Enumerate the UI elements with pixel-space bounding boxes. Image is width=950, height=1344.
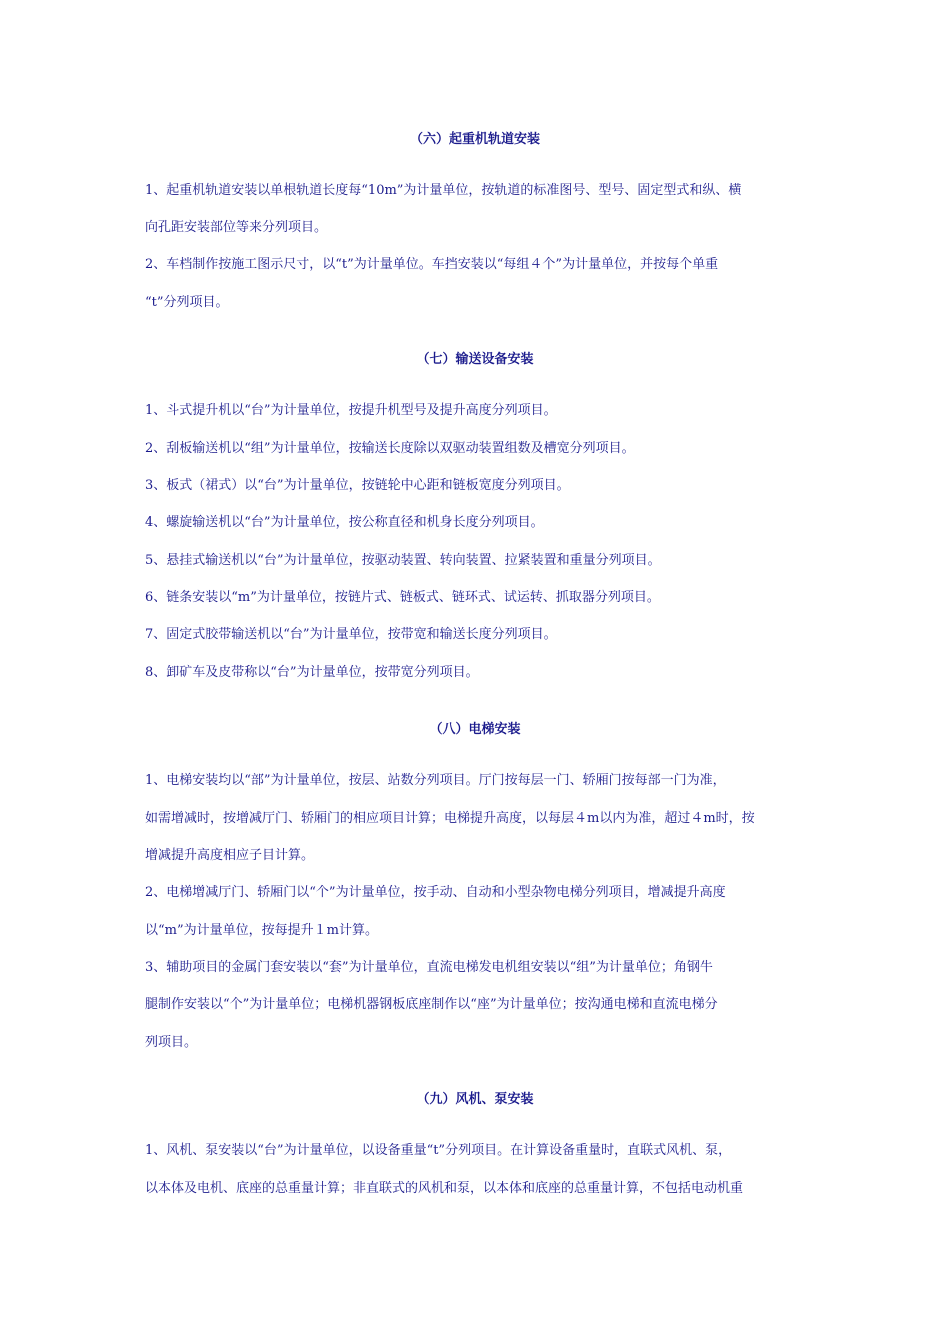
section-heading-8: （八）电梯安装 <box>429 722 521 737</box>
paragraph-line: 向孔距安装部位等来分列项目。 <box>145 220 328 235</box>
paragraph-line: 7、固定式胶带输送机以“台”为计量单位，按带宽和输送长度分列项目。 <box>145 627 557 642</box>
paragraph-line: 1、斗式提升机以“台”为计量单位，按提升机型号及提升高度分列项目。 <box>145 403 557 418</box>
paragraph-line: 3、辅助项目的金属门套安装以“套”为计量单位，直流电梯发电机组安装以“组”为计量单位；角钢牛 <box>145 960 713 975</box>
paragraph-line: 以“m”为计量单位，按每提升１m计算。 <box>145 923 378 938</box>
paragraph-line: 3、板式（裙式）以“台”为计量单位，按链轮中心距和链板宽度分列项目。 <box>145 478 570 493</box>
paragraph-line: “t”分列项目。 <box>145 295 229 310</box>
paragraph-line: 增减提升高度相应子目计算。 <box>145 848 315 863</box>
paragraph-line: 列项目。 <box>145 1035 198 1050</box>
paragraph-line: 2、车档制作按施工图示尺寸，以“t”为计量单位。车挡安装以“每组４个”为计量单位，并按每个单重 <box>145 257 719 272</box>
paragraph-line: 5、悬挂式输送机以“台”为计量单位，按驱动装置、转向装置、拉紧装置和重量分列项目。 <box>145 553 661 568</box>
paragraph-line: 6、链条安装以“m”为计量单位，按链片式、链板式、链环式、试运转、抓取器分列项目。 <box>145 590 660 605</box>
section-heading-9: （九）风机、泵安装 <box>416 1092 534 1107</box>
paragraph-line: 以本体及电机、底座的总重量计算；非直联式的风机和泵，以本体和底座的总重量计算，不包括电动机重 <box>145 1181 744 1196</box>
paragraph-line: 1、起重机轨道安装以单根轨道长度每“10m”为计量单位，按轨道的标准图号、型号、固定型式和纵、横 <box>145 183 742 198</box>
paragraph-line: 8、卸矿车及皮带称以“台”为计量单位，按带宽分列项目。 <box>145 665 479 680</box>
paragraph-line: 2、刮板输送机以“组”为计量单位，按输送长度除以双驱动装置组数及槽宽分列项目。 <box>145 441 635 456</box>
paragraph-line: 4、螺旋输送机以“台”为计量单位，按公称直径和机身长度分列项目。 <box>145 515 544 530</box>
paragraph-line: 2、电梯增减厅门、轿厢门以“个”为计量单位，按手动、自动和小型杂物电梯分列项目，增减提升高度 <box>145 885 726 900</box>
section-heading-6: （六）起重机轨道安装 <box>409 132 540 147</box>
paragraph-line: 腿制作安装以“个”为计量单位；电梯机器钢板底座制作以“座”为计量单位；按沟通电梯和直流电梯分 <box>145 997 718 1012</box>
paragraph-line: 如需增减时，按增减厅门、轿厢门的相应项目计算；电梯提升高度，以每层４m以内为准，超过４m时，按 <box>145 811 755 826</box>
paragraph-line: 1、风机、泵安装以“台”为计量单位，以设备重量“t”分列项目。在计算设备重量时，直联式风机、泵， <box>145 1143 732 1158</box>
paragraph-line: 1、电梯安装均以“部”为计量单位，按层、站数分列项目。厅门按每层一门、轿厢门按每部一门为准， <box>145 773 726 788</box>
section-heading-7: （七）输送设备安装 <box>416 352 534 367</box>
